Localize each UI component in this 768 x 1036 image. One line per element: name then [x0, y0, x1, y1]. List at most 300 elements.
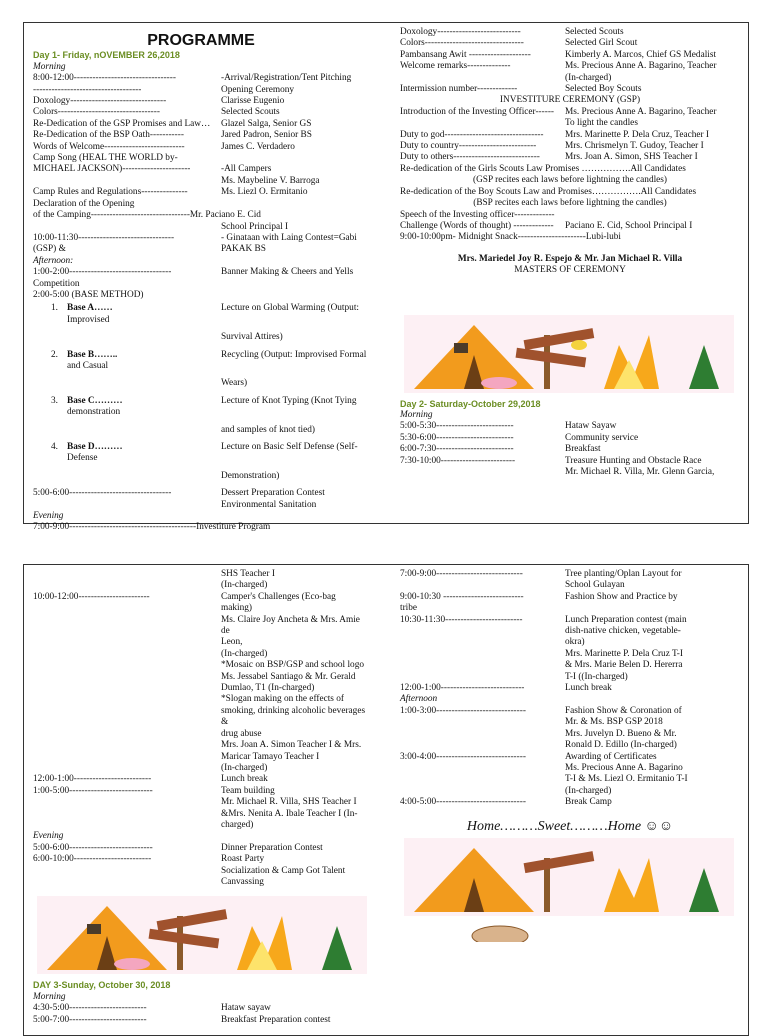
schedule-row [33, 279, 369, 290]
schedule-time: Duty to others---------------------------- [400, 152, 540, 163]
schedule-row [33, 73, 369, 84]
schedule-time [400, 786, 565, 797]
schedule-time: 5:00-6:00--------------------------------- [33, 488, 172, 499]
schedule-row [400, 61, 740, 72]
schedule-activity: Selected Boy Scouts [565, 84, 642, 95]
schedule-activity: drug abuse [221, 728, 262, 739]
base-activity-cont: Wears) [221, 378, 248, 389]
schedule-row [33, 488, 369, 499]
camp-illustration-3 [404, 838, 736, 916]
base-item [33, 303, 369, 343]
schedule-row [33, 637, 369, 648]
schedule-row [33, 854, 369, 865]
programme-title: PROGRAMME [147, 32, 255, 49]
schedule-time [33, 866, 221, 877]
schedule-activity: (In-charged) [221, 580, 268, 591]
schedule-row [33, 843, 369, 854]
schedule-row [400, 660, 740, 671]
schedule-time: Camp Rules and Regulations--------------- [33, 187, 188, 198]
schedule-time: Re-dedication of the Boy Scouts Law and Promises……………. [400, 186, 641, 197]
schedule-row [400, 786, 740, 797]
schedule-activity: (In-charged) [221, 762, 268, 773]
schedule-activity: Break Camp [565, 797, 612, 808]
programme-page-2 [23, 564, 749, 1036]
schedule-activity: Breakfast [565, 444, 601, 455]
schedule-row [33, 694, 369, 705]
schedule-row [400, 130, 740, 141]
schedule-time: 4:30-5:00------------------------- [33, 1003, 147, 1014]
schedule-row [33, 164, 369, 175]
schedule-time [33, 797, 221, 808]
schedule-row [400, 603, 740, 614]
schedule-activity: Dessert Preparation Contest [221, 488, 325, 499]
schedule-time: Re-dedication of the Girls Scouts Law Promises ……………. [400, 163, 631, 174]
schedule-activity: (In-charged) [221, 648, 268, 659]
schedule-time [33, 729, 221, 740]
bsp-rededication [400, 187, 740, 198]
schedule-activity: Lubi-lubi [585, 232, 621, 243]
schedule-time: 7:00-9:00----------------------------------------- [33, 522, 197, 533]
schedule-row [33, 877, 369, 888]
schedule-time: 12:00-1:00------------------------- [33, 774, 152, 785]
schedule-time [33, 660, 221, 671]
schedule-row [400, 444, 740, 455]
schedule-activity: Mr. Michael R. Villa, Mr. Glenn Garcia, [565, 466, 715, 477]
schedule-activity: -All Campers [221, 164, 272, 175]
schedule-activity: Mr. & Ms. BSP GSP 2018 [565, 717, 663, 728]
day2-schedule [400, 421, 740, 478]
schedule-time: Introduction of the Investing Officer------ [400, 106, 555, 117]
schedule-row [33, 752, 369, 763]
schedule-activity: Canvassing [221, 876, 264, 887]
schedule-row [400, 164, 740, 175]
base-activity: Recycling (Output: Improvised Formal [221, 349, 367, 360]
schedule-time: 7:00-9:00---------------------------- [400, 569, 523, 579]
schedule-row [33, 706, 369, 729]
schedule-time: Re-Dedication of the BSP Oath----------- [33, 130, 184, 141]
schedule-activity: Leon, [221, 637, 243, 648]
schedule-row [33, 142, 369, 153]
page2-right-column [400, 565, 740, 942]
schedule-row [33, 809, 369, 820]
schedule-activity: Lunch break [221, 774, 268, 785]
schedule-activity [221, 199, 369, 210]
evening-label: Evening [33, 511, 64, 522]
schedule-time: 6:00-10:00------------------------- [33, 854, 152, 865]
evening-label-2: Evening [33, 831, 64, 842]
day2-heading: Day 2- Saturday-October 29,2018 [400, 398, 541, 409]
day1-heading: Day 1- Friday, nOVEMBER 26,2018 [33, 50, 180, 61]
base-name: Base D……… [67, 442, 123, 452]
schedule-row [400, 73, 740, 84]
schedule-row [33, 866, 369, 877]
schedule-time [33, 820, 221, 831]
schedule-activity: Selected Scouts [565, 27, 624, 37]
schedule-time: 5:00-6:00--------------------------- [33, 842, 153, 853]
schedule-activity [565, 603, 740, 614]
schedule-time [33, 649, 221, 660]
schedule-time: Words of Welcome-------------------------- [33, 141, 185, 152]
schedule-row [33, 199, 369, 210]
schedule-row [33, 500, 369, 511]
camp-scene-icon [404, 315, 734, 393]
base-item [33, 442, 369, 482]
schedule-row [400, 592, 740, 603]
schedule-time [400, 763, 565, 774]
schedule-time [33, 615, 221, 638]
schedule-activity: Opening Ceremony [221, 84, 295, 95]
schedule-row [33, 176, 369, 187]
schedule-time [400, 649, 565, 660]
schedule-time: 3:00-4:00----------------------------- [400, 751, 526, 762]
schedule-time: 10:00-11:30------------------------------- [33, 232, 175, 243]
schedule-activity: *Mosaic on BSP/GSP and school logo [221, 660, 364, 671]
schedule-row [33, 96, 369, 107]
schedule-row [33, 649, 369, 660]
schedule-activity: -Mr. Paciano E. Cid [186, 210, 261, 221]
schedule-row [33, 683, 369, 694]
day3-morning-label: Morning [33, 991, 66, 1002]
schedule-time: 9:00-10:30 -------------------------- [400, 591, 524, 602]
schedule-row [33, 580, 369, 591]
schedule-row [33, 267, 369, 278]
morning-label: Morning [33, 61, 66, 72]
schedule-row [33, 729, 369, 740]
base-subtitle: demonstration [67, 407, 121, 418]
schedule-activity: *Slogan making on the effects of [221, 694, 344, 705]
schedule-activity: Ms. Claire Joy Ancheta & Mrs. Amie de [221, 614, 360, 637]
base-item [33, 396, 369, 436]
investiture-list [400, 107, 740, 175]
schedule-time [33, 877, 221, 888]
schedule-time [33, 222, 221, 233]
schedule-activity: School Gulayan [565, 580, 625, 591]
base-name: Base C……… [67, 395, 123, 406]
camp-scene-icon [404, 838, 734, 916]
schedule-time [33, 637, 221, 648]
base-number: 3. [51, 395, 58, 406]
base-list [33, 303, 369, 482]
schedule-activity: Mrs. Marinette P. Dela Cruz T-I [565, 648, 683, 659]
schedule-time [33, 740, 221, 751]
schedule-activity: Investiture Program [196, 522, 271, 533]
schedule-row [33, 522, 369, 533]
schedule-row [400, 729, 740, 740]
schedule-row [400, 221, 740, 232]
schedule-row [33, 592, 369, 615]
evening-schedule [33, 522, 369, 533]
schedule-time [33, 569, 221, 580]
schedule-time [400, 637, 565, 648]
schedule-time [33, 580, 221, 591]
schedule-row [400, 152, 740, 163]
schedule-row [400, 38, 740, 49]
base-activity: Lecture on Basic Self Defense (Self- [221, 442, 358, 452]
schedule-time: 10:00-12:00----------------------- [33, 591, 150, 602]
programme-page-1 [23, 22, 749, 533]
day2-morning-label: Morning [400, 409, 433, 420]
base-subtitle: Improvised [67, 314, 110, 325]
schedule-row [400, 467, 740, 478]
schedule-time: Re-Dedication of the GSP Promises and Law… [33, 118, 211, 129]
base-activity-cont: Survival Attires) [221, 332, 283, 343]
schedule-row [33, 210, 369, 221]
schedule-activity: Mr. Michael R. Villa, SHS Teacher I [221, 797, 357, 808]
schedule-activity: Banner Making & Cheers and Yells [221, 267, 354, 278]
schedule-activity: Paciano E. Cid, School Principal I [565, 220, 693, 231]
schedule-row [400, 740, 740, 751]
schedule-activity: Mrs. Chrismelyn T. Gudoy, Teacher I [565, 141, 704, 152]
schedule-activity: smoking, drinking alcoholic beverages & [221, 705, 366, 728]
schedule-time: Colors-------------------------------- [400, 38, 524, 49]
schedule-row [33, 153, 369, 164]
schedule-row [400, 615, 740, 626]
base-number: 4. [51, 442, 58, 452]
schedule-time: 9:00-10:00pm- Midnight Snack---------------------- [400, 232, 586, 243]
schedule-activity: (In-charged) [565, 72, 612, 83]
schedule-activity: To light the candles [565, 118, 638, 129]
schedule-time: 6:00-7:30------------------------- [400, 444, 514, 455]
schedule-row [400, 649, 740, 660]
day3-schedule [33, 1003, 369, 1026]
schedule-activity: Mrs. Marinette P. Dela Cruz, Teacher I [565, 129, 710, 140]
schedule-row [400, 637, 740, 648]
base-item [33, 350, 369, 390]
schedule-time: 5:30-6:00------------------------- [400, 432, 514, 443]
schedule-activity: Socialization & Camp Got Talent [221, 865, 346, 876]
schedule-row [33, 119, 369, 130]
schedule-activity: Ms. Precious Anne A. Bagarino, Teacher [565, 61, 717, 72]
schedule-time: Declaration of the Opening [33, 198, 135, 209]
masters-of-ceremony-names: Mrs. Mariedel Joy R. Espejo & Mr. Jan Michael R. Villa [457, 253, 683, 264]
masters-of-ceremony-title: MASTERS OF CEREMONY [514, 265, 626, 276]
schedule-activity: Mrs. Joan A. Simon Teacher I & Mrs. [221, 740, 362, 751]
schedule-activity: Ms. Precious Anne A. Bagarino [565, 762, 683, 773]
camp-illustration-2 [37, 896, 365, 974]
schedule-time: Intermission number------------- [400, 84, 518, 95]
schedule-activity: Clarisse Eugenio [221, 96, 285, 107]
schedule-time: tribe [400, 603, 418, 614]
schedule-row [33, 797, 369, 808]
schedule-activity: All Candidates [640, 186, 697, 197]
schedule-time: MICHAEL JACKSON)---------------------- [33, 164, 191, 175]
scout-logo [400, 922, 740, 942]
investiture-program-list [400, 27, 740, 95]
schedule-time [33, 176, 221, 187]
schedule-activity: dish-native chicken, vegetable- [565, 626, 681, 637]
schedule-row [400, 580, 740, 591]
base-activity: Lecture on Global Warming (Output: [221, 303, 359, 314]
schedule-row [33, 615, 369, 638]
schedule-activity [555, 210, 740, 221]
evening-schedule-2 [33, 843, 369, 889]
schedule-row [33, 130, 369, 141]
schedule-row [400, 752, 740, 763]
schedule-row [33, 290, 369, 301]
schedule-activity: Dinner Preparation Contest [221, 842, 323, 853]
page1-right-column [400, 23, 740, 478]
schedule-activity: Community service [565, 432, 639, 443]
schedule-activity: Treasure Hunting and Obstacle Race [565, 455, 702, 466]
schedule-row [33, 85, 369, 96]
day3-heading: DAY 3-Sunday, October 30, 2018 [33, 980, 171, 991]
schedule-time: Doxology--------------------------- [400, 27, 521, 37]
base-activity-cont: and samples of knot tied) [221, 424, 315, 435]
schedule-time: Speech of the Investing officer------------- [400, 209, 555, 220]
day3-afternoon-schedule [400, 706, 740, 809]
schedule-activity: All Candidates [630, 163, 686, 174]
schedule-time: Colors--------------------------------- [33, 107, 160, 118]
schedule-activity: charged) [221, 819, 254, 830]
schedule-time: 10:30-11:30------------------------- [400, 614, 523, 625]
schedule-activity: Hataw Sayaw [565, 421, 617, 432]
base-subtitle: Defense [67, 453, 98, 464]
schedule-time: 4:00-5:00----------------------------- [400, 797, 526, 808]
schedule-row [400, 421, 740, 432]
schedule-time [400, 73, 565, 84]
schedule-activity: Lunch break [565, 683, 612, 694]
schedule-activity: -Arrival/Registration/Tent Pitching [221, 73, 352, 84]
schedule-row [400, 141, 740, 152]
schedule-row [400, 210, 740, 221]
schedule-row [400, 107, 740, 118]
schedule-activity: James C. Verdadero [221, 141, 295, 152]
schedule-activity: - Ginataan with Laing Contest=Gabi [221, 232, 357, 243]
schedule-activity: Fashion Show and Practice by [565, 591, 678, 602]
schedule-time [33, 672, 221, 683]
schedule-time: 7:30-10:00------------------------ [400, 455, 516, 466]
schedule-row [33, 672, 369, 683]
schedule-activity: PAKAK BS [221, 244, 266, 255]
schedule-time [400, 774, 565, 785]
schedule-time: Pambansang Awit -------------------- [400, 49, 531, 60]
schedule-activity: &Mrs. Nenita A. Ibale Teacher I (In- [221, 808, 358, 819]
schedule-activity: Ronald D. Edillo (In-charged) [565, 740, 677, 751]
schedule-time [400, 660, 565, 671]
schedule-time: 5:00-5:30------------------------- [400, 421, 514, 432]
schedule-time [400, 672, 565, 683]
schedule-activity: Hataw sayaw [221, 1003, 271, 1014]
schedule-activity: & Mrs. Marie Belen D. Hererra [565, 660, 683, 671]
schedule-activity: Tree planting/Oplan Layout for [565, 569, 682, 579]
schedule-time: ----------------------------------- [33, 84, 142, 95]
schedule-row [33, 763, 369, 774]
schedule-activity: Kimberly A. Marcos, Chief GS Medalist [565, 49, 717, 60]
base-activity: Lecture of Knot Typing (Knot Tying [221, 395, 357, 406]
scout-logo-icon [460, 922, 540, 942]
schedule-time: of the Camping------------------------------- [33, 210, 187, 221]
schedule-row [400, 433, 740, 444]
afternoon-schedule [33, 267, 369, 301]
schedule-row [33, 244, 369, 255]
schedule-time [33, 752, 221, 763]
schedule-time [33, 694, 221, 705]
schedule-time: Competition [33, 278, 80, 289]
schedule-time [33, 706, 221, 729]
schedule-row [400, 717, 740, 728]
base-subtitle: and Casual [67, 360, 109, 371]
camp-illustration [404, 315, 736, 393]
base-number: 2. [51, 349, 58, 360]
schedule-time [400, 729, 565, 740]
schedule-activity: Glazel Salga, Senior GS [221, 118, 312, 129]
schedule-activity: Dumlao, T1 (In-charged) [221, 683, 315, 694]
schedule-time: 1:00-3:00----------------------------- [400, 705, 526, 716]
schedule-row [400, 456, 740, 467]
schedule-row [400, 84, 740, 95]
investiture-heading: INVESTITURE CEREMONY (GSP) [499, 95, 641, 106]
schedule-row [400, 50, 740, 61]
schedule-time [400, 626, 565, 637]
schedule-time: 1:00-5:00--------------------------- [33, 785, 153, 796]
schedule-activity: T-I & Ms. Liezl O. Ermitanio T-I [565, 774, 688, 785]
schedule-activity: Roast Party [221, 854, 265, 865]
schedule-time: 2:00-5:00 (BASE METHOD) [33, 289, 144, 300]
schedule-activity: Maricar Tamayo Teacher I [221, 751, 320, 762]
schedule-time [33, 809, 221, 820]
schedule-row [400, 706, 740, 717]
schedule-row [400, 774, 740, 785]
home-sweet-home-text: Home………Sweet………Home ☺☺ [466, 818, 674, 834]
schedule-time: Challenge (Words of thought) ------------- [400, 220, 554, 231]
base-name: Base B…….. [67, 349, 118, 360]
schedule-activity: Ms. Precious Anne A. Bagarino, Teacher [565, 106, 717, 117]
schedule-row [400, 672, 740, 683]
afternoon-label: Afternoon: [33, 255, 74, 266]
schedule-time [400, 118, 565, 129]
schedule-time [33, 683, 221, 694]
schedule-time: 1:00-2:00--------------------------------- [33, 267, 172, 278]
closing-list [400, 210, 740, 244]
schedule-activity: okra) [565, 637, 585, 648]
schedule-row [400, 683, 740, 694]
base-number: 1. [51, 303, 58, 314]
schedule-time: Welcome remarks-------------- [400, 61, 511, 72]
schedule-activity: Ms. Jessabel Santiago & Mr. Gerald [221, 671, 356, 682]
schedule-row [33, 786, 369, 797]
schedule-row [33, 820, 369, 831]
schedule-activity: Camper's Challenges (Eco-bag making) [221, 591, 336, 614]
schedule-time [400, 717, 565, 728]
schedule-row [33, 222, 369, 233]
schedule-row [400, 187, 740, 198]
schedule-activity: SHS Teacher I [221, 569, 275, 579]
schedule-activity: T-I ((In-charged) [565, 671, 628, 682]
schedule-time: 12:00-1:00--------------------------- [400, 683, 525, 694]
schedule-activity: Team building [221, 785, 275, 796]
schedule-time [33, 500, 221, 511]
schedule-activity: Environmental Sanitation [221, 499, 317, 510]
schedule-row [400, 27, 740, 38]
schedule-time: (GSP) & [33, 244, 66, 255]
after-bases-schedule [33, 488, 369, 511]
bsp-recites-note: (BSP recites each laws before lightning the candles) [473, 198, 667, 209]
schedule-time: Duty to country------------------------- [400, 141, 537, 152]
schedule-activity: Fashion Show & Coronation of [565, 705, 682, 716]
schedule-time: Camp Song (HEAL THE WORLD by- [33, 153, 178, 164]
day1-schedule [33, 73, 369, 256]
schedule-row [33, 569, 369, 580]
schedule-time: Duty to god-------------------------------- [400, 129, 544, 140]
schedule-row [33, 107, 369, 118]
schedule-row [400, 569, 740, 580]
schedule-row [400, 797, 740, 808]
day2-continued-schedule [33, 569, 369, 831]
schedule-time [400, 467, 565, 478]
schedule-activity: Lunch Preparation contest (main [565, 614, 687, 625]
schedule-row [33, 187, 369, 198]
schedule-row [400, 232, 740, 243]
